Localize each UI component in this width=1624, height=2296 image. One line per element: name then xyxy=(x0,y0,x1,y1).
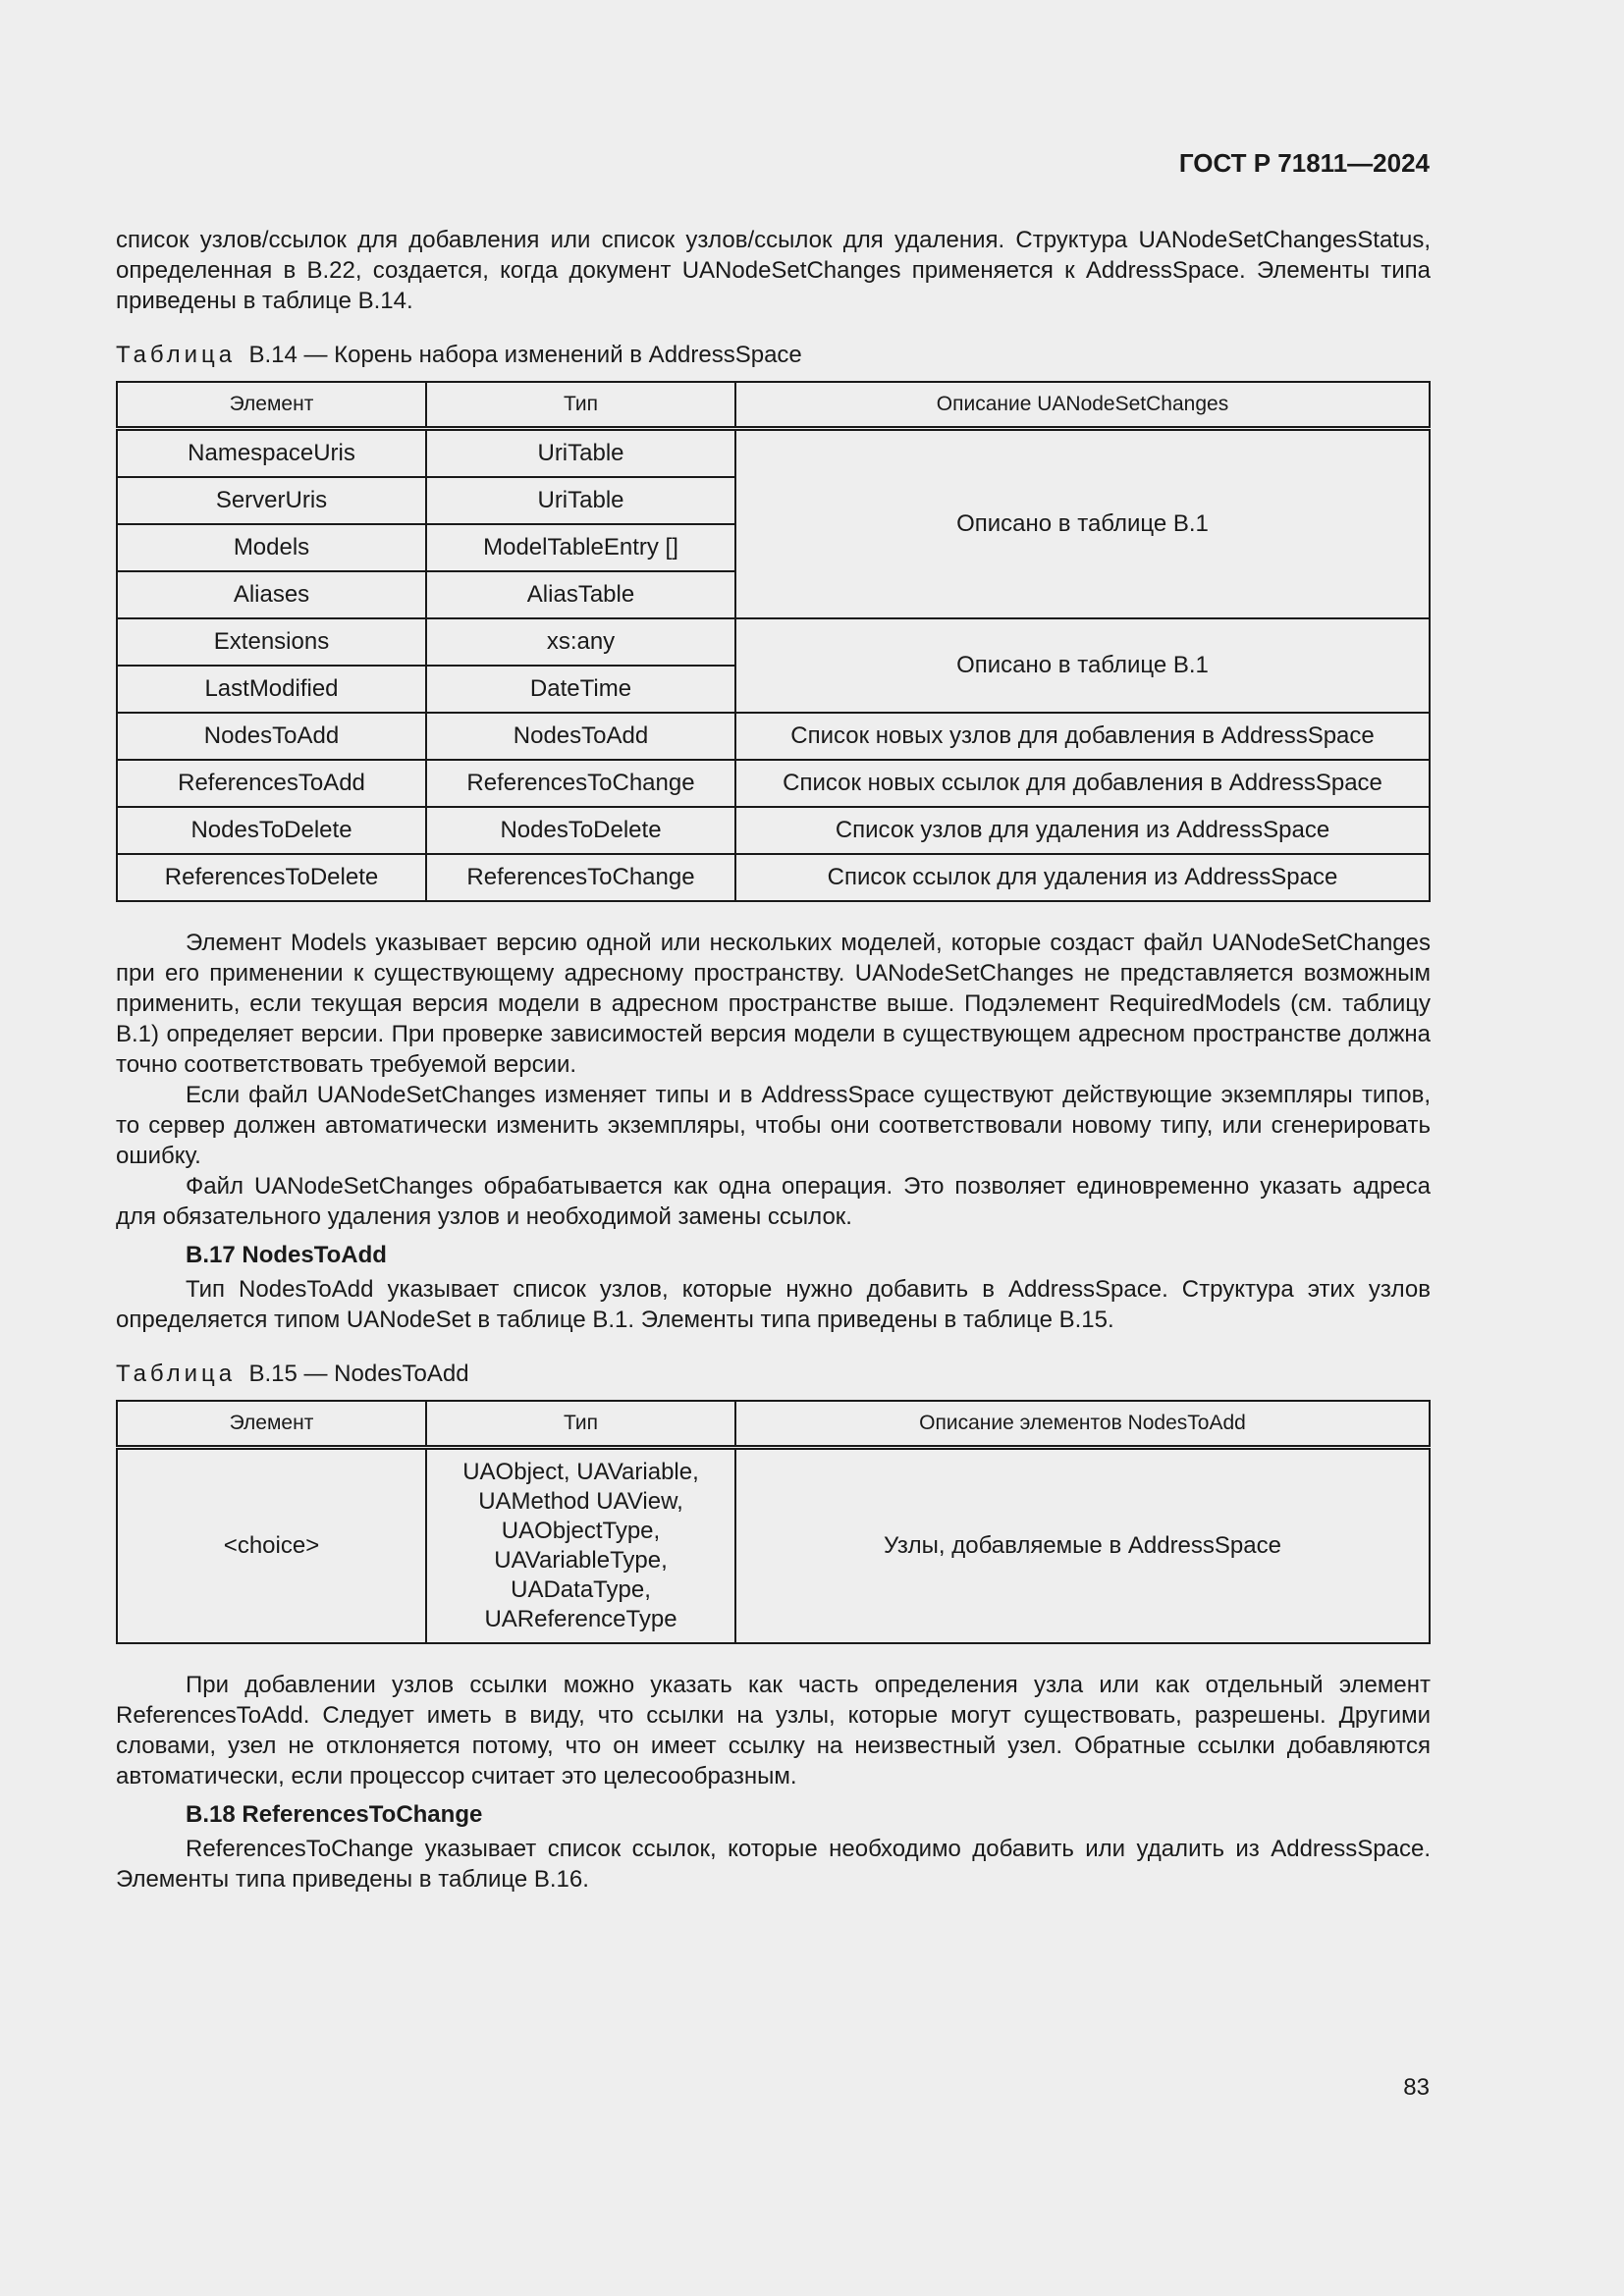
table-header-cell: Описание элементов NodesToAdd xyxy=(735,1401,1430,1448)
page-number: 83 xyxy=(1403,2074,1430,2101)
table-row xyxy=(117,854,1430,901)
table-cell: ModelTableEntry [] xyxy=(426,524,735,571)
table-row xyxy=(117,713,1430,760)
table-header-cell: Элемент xyxy=(117,382,426,429)
table-row xyxy=(117,1448,1430,1644)
table-cell: ServerUris xyxy=(117,477,426,524)
table-cell: Models xyxy=(117,524,426,571)
table-cell: ReferencesToChange xyxy=(426,854,735,901)
table-cell: <choice> xyxy=(117,1448,426,1644)
type-line: UAObject, UAVariable, xyxy=(462,1459,699,1485)
table-cell: AliasTable xyxy=(426,571,735,618)
table-cell-type-list xyxy=(426,1448,735,1644)
table-header-cell: Элемент xyxy=(117,1401,426,1448)
table-cell: Узлы, добавляемые в AddressSpace xyxy=(735,1448,1430,1644)
table-cell: ReferencesToChange xyxy=(426,760,735,807)
table-cell: NodesToDelete xyxy=(117,807,426,854)
table-cell: UriTable xyxy=(426,429,735,478)
table-cell: Описано в таблице B.1 xyxy=(735,618,1430,713)
type-line: UAObjectType, xyxy=(501,1518,661,1544)
section-b18-text: ReferencesToChange указывает список ссылок, которые необходимо добавить или удалить из AddressSpace. Элементы типа приведены в таблице B.16. xyxy=(116,1836,1431,1893)
section-heading-b18: B.18 ReferencesToChange xyxy=(186,1801,483,1828)
table-row xyxy=(117,618,1430,666)
table-cell: DateTime xyxy=(426,666,735,713)
page-content xyxy=(116,225,1431,1895)
table-cell: xs:any xyxy=(426,618,735,666)
body-paragraph: При добавлении узлов ссылки можно указать как часть определения узла или как отдельный элемент ReferencesToAdd. Следует иметь в виду, что ссылки на узлы, которые могут существовать, разрешены. Другими словами, узел не отклоняется потому, что он имеет ссылку на неизвестный узел. Обратные ссылки добавляются автоматически, если процессор считает это целесообразным. xyxy=(116,1672,1431,1789)
type-line: UAReferenceType xyxy=(484,1606,677,1632)
table-b15-caption: Таблица B.15 — NodesToAdd xyxy=(116,1361,469,1387)
table-cell: NamespaceUris xyxy=(117,429,426,478)
table-b14 xyxy=(116,381,1431,902)
table-cell: NodesToAdd xyxy=(117,713,426,760)
table-row xyxy=(117,807,1430,854)
table-cell: Extensions xyxy=(117,618,426,666)
intro-paragraph: список узлов/ссылок для добавления или список узлов/ссылок для удаления. Структура UANodeSetChangesStatus, определенная в B.22, создается, когда документ UANodeSetChanges применяется к AddressSpace. Элементы типа приведены в таблице B.14. xyxy=(116,227,1431,314)
body-paragraph: Если файл UANodeSetChanges изменяет типы и в AddressSpace существуют действующие экземпляры типов, то сервер должен автоматически изменить экземпляры, чтобы они соответствовали новому типу, или сгенерировать ошибку. xyxy=(116,1082,1431,1169)
body-paragraph: Файл UANodeSetChanges обрабатывается как одна операция. Это позволяет единовременно указать адреса для обязательного удаления узлов и необходимой замены ссылок. xyxy=(116,1173,1431,1230)
table-b14-caption: Таблица B.14 — Корень набора изменений в AddressSpace xyxy=(116,342,802,368)
table-row xyxy=(117,760,1430,807)
table-header-cell: Описание UANodeSetChanges xyxy=(735,382,1430,429)
type-line: UAMethod UAView, xyxy=(478,1488,683,1515)
table-cell: Список ссылок для удаления из AddressSpace xyxy=(735,854,1430,901)
document-header-title: ГОСТ Р 71811—2024 xyxy=(1178,148,1430,178)
body-paragraph: Элемент Models указывает версию одной или нескольких моделей, которые создаст файл UANodeSetChanges при его применении к существующему адресному пространству. UANodeSetChanges не представляется возможным применить, если текущая версия модели в адресном пространстве выше. Подэлемент RequiredModels (см. таблицу B.1) определяет версии. При проверке зависимостей версия модели в существующем адресном пространстве должна точно соответствовать требуемой версии. xyxy=(116,930,1431,1078)
section-heading-b17: B.17 NodesToAdd xyxy=(186,1242,387,1268)
table-cell: LastModified xyxy=(117,666,426,713)
section-b17-text: Тип NodesToAdd указывает список узлов, которые нужно добавить в AddressSpace. Структура этих узлов определяется типом UANodeSet в таблице B.1. Элементы типа приведены в таблице B.15. xyxy=(116,1276,1431,1333)
table-cell: Список новых узлов для добавления в AddressSpace xyxy=(735,713,1430,760)
table-row xyxy=(117,429,1430,478)
table-cell: ReferencesToDelete xyxy=(117,854,426,901)
table-b15 xyxy=(116,1400,1431,1644)
table-cell: NodesToDelete xyxy=(426,807,735,854)
type-line: UADataType, xyxy=(511,1576,651,1603)
type-line: UAVariableType, xyxy=(494,1547,668,1574)
table-cell: Aliases xyxy=(117,571,426,618)
table-cell: UriTable xyxy=(426,477,735,524)
table-header-cell: Тип xyxy=(426,382,735,429)
table-cell: ReferencesToAdd xyxy=(117,760,426,807)
table-header-cell: Тип xyxy=(426,1401,735,1448)
table-cell: NodesToAdd xyxy=(426,713,735,760)
table-cell: Список узлов для удаления из AddressSpace xyxy=(735,807,1430,854)
table-cell: Описано в таблице B.1 xyxy=(735,429,1430,619)
table-cell: Список новых ссылок для добавления в AddressSpace xyxy=(735,760,1430,807)
